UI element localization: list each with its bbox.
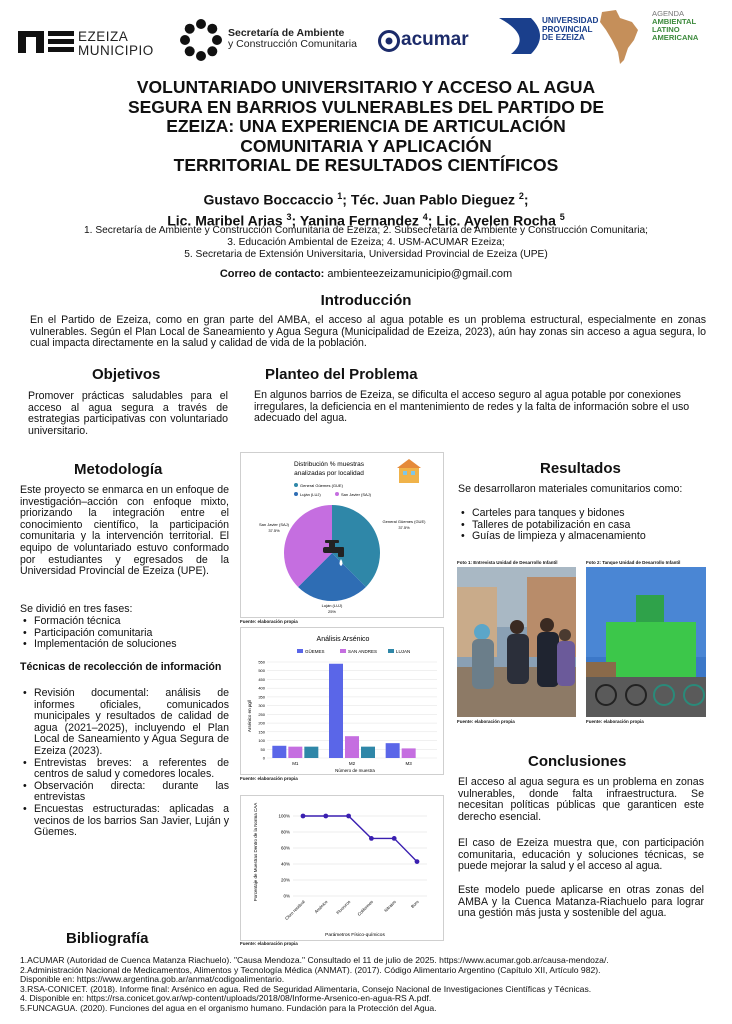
bar bbox=[304, 747, 318, 758]
foto2-caption: Foto 2: Tanque Unidad de Desarrollo Infantil bbox=[586, 560, 681, 565]
introduccion-text: En el Partido de Ezeiza, como en gran parte del AMBA, el acceso al agua potable es un problema estructural, especialmente en zonas vulnerables. Según el Plan Local de Saneamiento y Agua Segura (Municipalidad de Ezeiza, 2023), aún hay zonas sin acceso a agua segura, lo cual impacta directamente en la salud y calidad de vida de la población. bbox=[30, 314, 706, 350]
legend-label-guemes: GÜEMES bbox=[305, 649, 325, 654]
legend-marker-guemes bbox=[297, 649, 303, 653]
reference-list bbox=[20, 956, 720, 1014]
pie-label-luj: Luján (LUJ) bbox=[321, 603, 343, 608]
secretaria-logo-icon bbox=[178, 17, 224, 63]
ezeiza-mark-icon bbox=[18, 31, 74, 53]
agenda-logo-text: AGENDA AMBIENTAL LATINO AMERICANA bbox=[652, 9, 699, 42]
list-item: • Participación comunitaria bbox=[20, 628, 229, 640]
y-tick-label: 80% bbox=[280, 829, 290, 835]
data-point bbox=[415, 859, 420, 864]
resultados-list bbox=[458, 508, 708, 543]
list-item: • Guías de limpieza y almacenamiento bbox=[458, 531, 708, 543]
author-list: Gustavo Boccaccio $^1$; Téc. Juan Pablo Dieguez $^2$; Lic. Maribel Arias $^3$; Yanina Fernandez $^4$; Lic. Ayelen Rocha $^5$ bbox=[167, 191, 565, 229]
bar-title: Análisis Arsénico bbox=[316, 636, 370, 643]
heading-metodologia: Metodología bbox=[74, 461, 163, 478]
reference-item: 1.ACUMAR (Autoridad de Cuenca Matanza Riachuelo). "Causa Mendoza." Consultado el 11 de julio de 2025. https://www.acumar.gob.ar/causa-mendoza/. bbox=[20, 956, 609, 965]
legend-label-lujan: LUJAN bbox=[396, 649, 411, 654]
legend-marker-gue bbox=[294, 483, 298, 487]
pie-chart-panel bbox=[240, 452, 444, 618]
bar bbox=[288, 747, 302, 758]
data-point bbox=[323, 814, 328, 819]
y-tick-label: 250 bbox=[258, 711, 265, 717]
y-tick-label: 300 bbox=[258, 703, 265, 709]
heading-introduccion: Introducción bbox=[320, 292, 412, 309]
phases-intro: Se dividió en tres fases: bbox=[20, 603, 133, 615]
pie-title-line2: analizadas por localidad bbox=[294, 470, 364, 477]
objetivos-text: Promover prácticas saludables para el acceso al agua segura a través de estrategias participativas con voluntariado universitario. bbox=[28, 390, 228, 437]
legend-marker-san-andres bbox=[340, 649, 346, 653]
foto1-caption: Foto 1: Entrevista Unidad de Desarrollo Infantil bbox=[457, 560, 558, 565]
y-tick-label: 400 bbox=[258, 685, 265, 691]
y-tick-label: 150 bbox=[258, 729, 265, 735]
latam-map-icon bbox=[598, 8, 646, 66]
y-tick-label: 100% bbox=[278, 813, 290, 819]
list-item: • Revisión documental: análisis de informes oficiales, comunicados municipales y resultados de calidad de agua (2021–2025), incluyendo el Plan Local de Saneamiento y Agua Segura de Ezeiza (2023). bbox=[20, 688, 229, 758]
pie-label-gue: General Güemes (GUE) bbox=[382, 519, 426, 524]
x-tick-label: Coliformes bbox=[356, 899, 375, 917]
resultados-intro: Se desarrollaron materiales comunitarios como: bbox=[458, 483, 683, 495]
y-tick-label: 550 bbox=[258, 659, 265, 665]
list-item: • Entrevistas breves: a referentes de centros de salud y comedores locales. bbox=[20, 758, 229, 781]
affiliations: 1. Secretaría de Ambiente y Construcción Comunitaria de Ezeiza; 2. Subsecretaría de Ambiente y Construcción Comunitaria; 3. Educación Ambiental de Ezeiza; 4. USM-ACUMAR Ezeiza; 5. Secretaria de Extensión Universitaria, Universidad Provincial de Ezeiza (UPE) bbox=[84, 225, 648, 261]
bar bbox=[402, 748, 416, 758]
bar bbox=[272, 746, 286, 758]
reference-item: 2.Administración Nacional de Medicamentos, Alimentos y Tecnología Médica (ANMAT). (2017). Código Alimentario Argentino (Capítulo XII, Artículo 982). bbox=[20, 965, 601, 975]
y-tick-label: 50 bbox=[260, 746, 265, 752]
ezeiza-logo-text: EZEIZA MUNICIPIO bbox=[78, 29, 154, 59]
conclusiones-p1: El acceso al agua segura es un problema en zonas vulnerables, donde falta infraestructura. Se necesitan políticas públicas que garanticen este derecho esencial. bbox=[458, 776, 704, 823]
data-point bbox=[392, 836, 397, 841]
pie-value-gue: 37.5% bbox=[398, 525, 410, 530]
bar bbox=[361, 747, 375, 758]
series-line bbox=[303, 816, 417, 862]
techniques-list bbox=[20, 688, 229, 839]
line-chart-panel bbox=[240, 795, 444, 941]
pie-chart bbox=[241, 453, 445, 619]
y-tick-label: 200 bbox=[258, 720, 265, 726]
x-tick-label: M1 bbox=[292, 761, 299, 766]
reference-item: 3.RSA-CONICET. (2018). Informe final: Arsénico en agua. Red de Seguridad Alimentaria, Consejo Nacional de Investigaciones Científicas y Técnicas. bbox=[20, 984, 592, 994]
heading-objetivos: Objetivos bbox=[92, 366, 161, 383]
heading-resultados: Resultados bbox=[540, 460, 621, 477]
bar-ylabel: Arsénico en µg/l bbox=[247, 699, 252, 733]
metodologia-text: Este proyecto se enmarca en un enfoque de investigación–acción con enfoque mixto, priorizando la integración entre el conocimiento científico, la participación comunitaria y la intervención territorial. El equipo de voluntariado estuvo conformado por estudiantes y egresados de la Universidad Provincial de Ezeiza (UPE). bbox=[20, 484, 229, 578]
contact-line: Correo de contacto: ambienteezeizamunicipio@gmail.com bbox=[219, 268, 513, 280]
reference-item: 5.FUNCAGUA. (2020). Funciones del agua en el organismo humano. Fundación para la Protección del Agua. bbox=[20, 1003, 437, 1013]
list-item: • Carteles para tanques y bidones bbox=[458, 508, 708, 520]
bar-chart-panel bbox=[240, 627, 444, 775]
line-source: Fuente: elaboración propia bbox=[240, 941, 298, 946]
upe-logo-text: UNIVERSIDAD PROVINCIAL DE EZEIZA bbox=[542, 16, 599, 43]
bar bbox=[386, 743, 400, 758]
list-item: • Implementación de soluciones bbox=[20, 639, 229, 651]
y-tick-label: 60% bbox=[280, 845, 290, 851]
y-tick-label: 40% bbox=[280, 861, 290, 867]
line-ylabel: Porcentaje de Muestras Dentro de la Norma CAA bbox=[253, 802, 258, 902]
reference-item: Disponible en: https://www.argentina.gob.ar/anmat/codigoalimentario. bbox=[20, 975, 285, 985]
legend-label-gue: General Güemes (GUE) bbox=[300, 483, 343, 488]
pie-value-luj: 25% bbox=[327, 609, 337, 614]
techniques-heading: Técnicas de recolección de información bbox=[20, 661, 222, 673]
bar bbox=[345, 736, 359, 758]
legend-label-luj: Luján (LUJ) bbox=[300, 492, 321, 497]
logo-bar bbox=[0, 0, 732, 68]
pie-label-saj: San Javier (SAJ) bbox=[258, 522, 290, 527]
data-point bbox=[346, 814, 351, 819]
y-tick-label: 0% bbox=[283, 893, 290, 899]
y-tick-label: 500 bbox=[258, 668, 265, 674]
bar-chart bbox=[241, 628, 445, 776]
heading-conclusiones: Conclusiones bbox=[528, 753, 627, 770]
data-point bbox=[301, 814, 306, 819]
secretaria-logo-text: Secretaría de Ambiente y Construcción Comunitaria bbox=[228, 27, 357, 51]
conclusiones-p3: Este modelo puede aplicarse en otras zonas del AMBA y la Cuenca Matanza-Riachuelo para lograr una gestión más justa y sostenible del agua. bbox=[458, 884, 704, 920]
list-item: • Formación técnica bbox=[20, 616, 229, 628]
x-tick-label: Nitratos bbox=[383, 899, 397, 913]
y-tick-label: 100 bbox=[258, 738, 265, 744]
y-tick-label: 20% bbox=[280, 877, 290, 883]
bar bbox=[329, 664, 343, 758]
foto2-source: Fuente: elaboración propia bbox=[586, 719, 644, 724]
x-tick-label: Boro bbox=[409, 899, 420, 909]
poster-title: VOLUNTARIADO UNIVERSITARIO Y ACCESO AL AGUA SEGURA EN BARRIOS VULNERABLES DEL PARTIDO DE EZEIZA: UNA EXPERIENCIA DE ARTICULACIÓN COMUNITARIA Y APLICACIÓN TERRITORIAL DE RESULTADOS CIENTÍFICOS bbox=[127, 77, 605, 175]
legend-label-saj: San Javier (SAJ) bbox=[341, 492, 372, 497]
list-item: • Encuestas estructuradas: aplicadas a vecinos de los barrios San Javier, Luján y Güemes. bbox=[20, 804, 229, 839]
line-chart bbox=[241, 796, 445, 942]
list-item: • Observación directa: durante las entrevistas bbox=[20, 781, 229, 804]
data-point bbox=[369, 836, 374, 841]
heading-bibliografia: Bibliografía bbox=[66, 930, 149, 947]
reference-item: 4. Disponible en: https://rsa.conicet.gov.ar/wp-content/uploads/2018/08/Informe-Arsenico-en-agua-RS A.pdf. bbox=[20, 994, 432, 1004]
x-tick-label: M2 bbox=[348, 761, 356, 766]
pie-value-saj: 37.5% bbox=[268, 528, 280, 533]
legend-marker-saj bbox=[335, 492, 339, 496]
acumar-logo-text: acumar bbox=[401, 29, 469, 50]
bar-source: Fuente: elaboración propia bbox=[240, 776, 298, 781]
x-tick-label: Fluoruros bbox=[335, 899, 352, 916]
photo-interview bbox=[457, 567, 576, 717]
y-tick-label: 350 bbox=[258, 694, 265, 700]
pie-source: Fuente: elaboración propia bbox=[240, 619, 298, 624]
pie-title-line1: Distribución % muestras bbox=[293, 461, 365, 468]
x-tick-label: Arsénico bbox=[313, 899, 329, 915]
y-tick-label: 0 bbox=[262, 755, 265, 761]
x-tick-label: Cloro residual bbox=[283, 899, 306, 921]
legend-marker-lujan bbox=[388, 649, 394, 653]
acumar-logo-icon bbox=[378, 30, 400, 52]
legend-label-san-andres: SAN ANDRES bbox=[348, 649, 378, 654]
heading-planteo: Planteo del Problema bbox=[265, 366, 418, 383]
contact-email[interactable]: ambienteezeizamunicipio@gmail.com bbox=[324, 268, 513, 280]
y-tick-label: 450 bbox=[258, 676, 265, 682]
bar-xlabel: Número de muestra bbox=[335, 768, 375, 773]
foto1-source: Fuente: elaboración propia bbox=[457, 719, 515, 724]
planteo-text: En algunos barrios de Ezeiza, se dificulta el acceso seguro al agua potable por conexiones irregulares, la deficiencia en el mantenimiento de redes y la falta de información sobre el uso adecuado del agua. bbox=[254, 389, 690, 425]
list-item: • Talleres de potabilización en casa bbox=[458, 520, 708, 532]
conclusiones-p2: El caso de Ezeiza muestra que, con participación comunitaria, educación y soluciones técnicas, se puede mejorar la salud y el acceso al agua. bbox=[458, 837, 704, 873]
house-icon bbox=[397, 459, 421, 483]
photo-tank bbox=[586, 567, 706, 717]
x-tick-label: M3 bbox=[405, 761, 412, 766]
line-xlabel: Parámetros Físico-químicos bbox=[325, 933, 385, 938]
phases-list bbox=[20, 616, 229, 651]
legend-marker-luj bbox=[294, 492, 298, 496]
